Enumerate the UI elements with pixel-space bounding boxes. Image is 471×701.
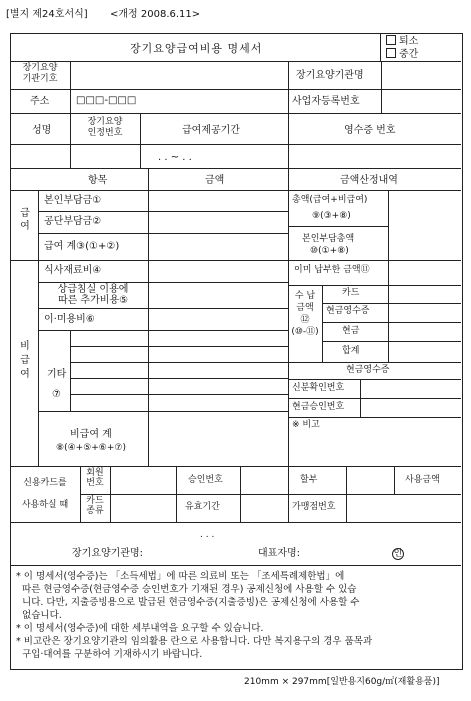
name-label: 성명 <box>32 125 52 136</box>
institution-symbol-label: 장기요양 기관기호 <box>22 63 58 84</box>
interim-checkbox[interactable]: 중간 <box>386 48 418 60</box>
form-title: 장기요양급여비용 명세서 <box>130 42 263 55</box>
self-total-formula: ⑩(①+⑧) <box>310 246 349 256</box>
paper-spec: 210mm × 297mm[일반용지60g/㎡(재활용품)] <box>244 677 440 687</box>
address-postcode: □□□-□□□ <box>76 95 137 106</box>
notes-block <box>16 570 458 661</box>
self-total-label: 본인부담총액 <box>302 234 355 244</box>
credit-card-group-label: 신용카드를 사용하실 때 <box>21 478 69 510</box>
installment-label: 할부 <box>300 475 318 485</box>
other-cost-number: ⑦ <box>52 389 61 400</box>
total-amount-formula: ⑨(③+⑧) <box>312 211 351 221</box>
id-confirm-label: 신분확인번호 <box>292 383 345 393</box>
cash-receipt-header: 현금영수증 <box>346 365 390 375</box>
pay-amount-label: 수 납 금액 ⑫ (⑩-⑪) <box>291 291 319 337</box>
amount-header: 금액 <box>205 175 225 186</box>
service-period-label: 급여제공기간 <box>182 125 240 136</box>
nonbenefit-subtotal-label: 비급여 계 <box>70 429 112 440</box>
validity-label: 유효기간 <box>185 502 220 512</box>
institution-name-sign-label: 장기요양기관명: <box>72 548 143 559</box>
usage-amount-label: 사용금액 <box>405 475 440 485</box>
note-line: 없습니다. <box>16 610 62 621</box>
nonbenefit-subtotal-formula: ⑧(④+⑤+⑥+⑦) <box>56 443 126 453</box>
cert-number-label: 장기요양 인정번호 <box>87 117 123 138</box>
total-amount-label: 총액(급여+비급여) <box>292 195 368 205</box>
already-paid-label: 이미 납부한 금액⑪ <box>294 265 370 275</box>
note-line: * 비고란은 장기요양기관의 임의활용 란으로 사용합니다. 다만 복지용구의 경우 품목과 <box>16 636 373 647</box>
card-label: 카드 <box>342 288 360 298</box>
other-cost-label: 기타 <box>47 369 67 380</box>
seal-mark: 인 <box>393 549 403 559</box>
representative-label: 대표자명: <box>258 548 301 559</box>
receipt-number-label: 영수증 번호 <box>344 125 396 136</box>
note-line: * 이 명세서(영수증)는 「소득세법」에 따른 의료비 또는 「조세특례제한법」에 <box>16 571 345 582</box>
revision-date: <개정 2008.6.11> <box>110 9 201 20</box>
remarks-label: ※ 비고 <box>292 420 320 430</box>
sum-label: 합계 <box>342 346 360 356</box>
note-line: * 이 명세서(영수증)에 대한 세부내역을 요구할 수 있습니다. <box>16 623 264 634</box>
public-pay-label: 공단부담금② <box>44 216 102 227</box>
cash-approval-label: 현금승인번호 <box>292 402 345 412</box>
benefit-group-label: 급 여 <box>20 208 30 232</box>
meal-cost-label: 식사재료비④ <box>44 265 102 276</box>
benefit-subtotal-label: 급여 계③(①+②) <box>44 241 120 252</box>
institution-name-label: 장기요양기관명 <box>296 70 364 81</box>
note-line: 니다. 다만, 지출증빙용으로 발급된 현금영수증(지출증빙)은 공제신청에 사용할 수 <box>16 597 360 608</box>
business-reg-label: 사업자등록번호 <box>292 96 360 107</box>
note-line: 따른 현금영수증(현금영수증 승인번호가 기재된 경우) 공제신청에 사용할 수 있습 <box>16 584 357 595</box>
calc-header: 금액산정내역 <box>340 175 398 186</box>
checkbox-icon <box>386 48 396 58</box>
cash-receipt-pay-label: 현금영수증 <box>326 306 370 316</box>
service-period-field[interactable]: . . ~ . . <box>158 152 192 163</box>
retired-checkbox[interactable]: 퇴소 <box>386 35 418 47</box>
self-pay-label: 본인부담금① <box>44 195 102 206</box>
note-line: 구입·대여를 구분하여 기재하시기 바랍니다. <box>16 649 203 660</box>
room-cost-label: 상급침실 이용에 따른 추가비용⑤ <box>57 284 129 306</box>
form-number: [별지 제24호서식] <box>6 9 88 20</box>
member-number-label: 회원 번호 <box>86 468 104 488</box>
card-type-label: 카드 종류 <box>86 496 104 516</box>
approval-number-label: 승인번호 <box>188 475 223 485</box>
beauty-cost-label: 이·미용비⑥ <box>44 314 95 325</box>
cash-label: 현금 <box>342 326 360 336</box>
checkbox-icon <box>386 35 396 45</box>
issue-date[interactable]: . . . <box>200 530 215 540</box>
nonbenefit-group-label: 비 급 여 <box>20 341 30 380</box>
merchant-number-label: 가맹점번호 <box>292 502 336 512</box>
address-label: 주소 <box>30 96 50 107</box>
item-header: 항목 <box>88 175 108 186</box>
